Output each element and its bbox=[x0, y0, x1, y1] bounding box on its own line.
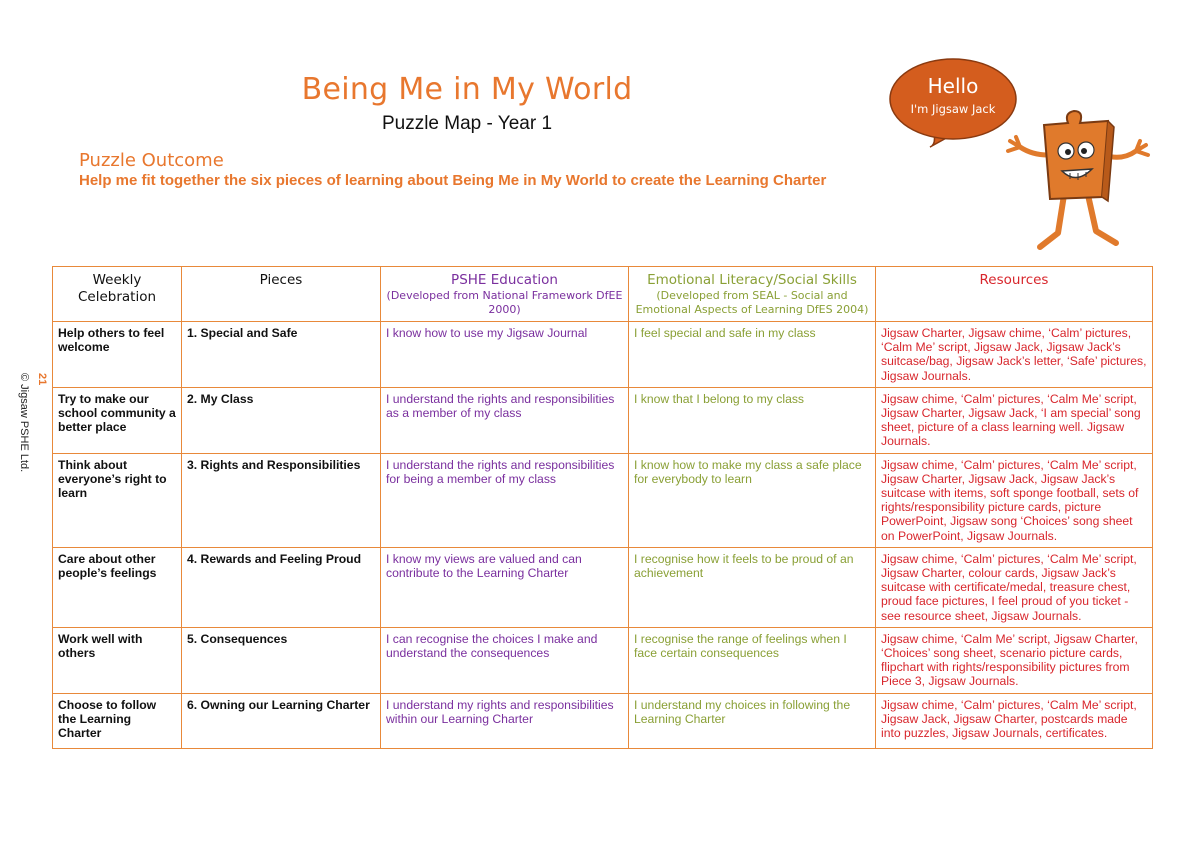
page-title: Being Me in My World bbox=[301, 72, 633, 107]
emotional-literacy-cell: I recognise the range of feelings when I face certain consequences bbox=[629, 627, 876, 693]
emotional-literacy-cell: I feel special and safe in my class bbox=[629, 322, 876, 388]
piece-cell: 3. Rights and Responsibilities bbox=[182, 453, 381, 547]
header-pshe-education bbox=[381, 267, 629, 322]
table-row bbox=[53, 693, 1153, 748]
header-pieces: Pieces bbox=[182, 267, 381, 322]
header-emotional-subtitle: (Developed from SEAL - Social and Emotional Aspects of Learning DfES 2004) bbox=[635, 289, 869, 316]
resources-cell: Jigsaw chime, ‘Calm’ pictures, ‘Calm Me’ script, Jigsaw Charter, Jigsaw Jack, ‘I am special’ song sheet, picture of a class learning well. Jigsaw Journals. bbox=[876, 387, 1153, 453]
page-subtitle: Puzzle Map - Year 1 bbox=[381, 113, 553, 134]
weekly-celebration-cell: Try to make our school community a better place bbox=[53, 387, 182, 453]
resources-cell: Jigsaw chime, ‘Calm’ pictures, ‘Calm Me’ script, Jigsaw Jack, Jigsaw Charter, postcards made into puzzles, Jigsaw Journals, certificates. bbox=[876, 693, 1153, 748]
resources-cell: Jigsaw chime, ‘Calm’ pictures, ‘Calm Me’ script, Jigsaw Charter, Jigsaw Jack, Jigsaw Jack’s suitcase with items, soft sponge football, sets of rights/responsibility picture cards, picture PowerPoint, Jigsaw song ‘Choices’ song sheet on PowerPoint, Jigsaw Journals. bbox=[876, 453, 1153, 547]
puzzle-outcome-text: Help me fit together the six pieces of learning about Being Me in My World to create the Learning Charter bbox=[79, 172, 827, 189]
table-body bbox=[53, 322, 1153, 749]
weekly-celebration-cell: Think about everyone’s right to learn bbox=[53, 453, 182, 547]
header-resources: Resources bbox=[876, 267, 1153, 322]
resources-cell: Jigsaw chime, ‘Calm’ pictures, ‘Calm Me’ script, Jigsaw Charter, colour cards, Jigsaw Jack’s suitcase with certificate/medal, treasure chest, proud face pictures, I feel proud of you ticket - see resource sheet, Jigsaw Journals. bbox=[876, 547, 1153, 627]
emotional-literacy-cell: I know how to make my class a safe place for everybody to learn bbox=[629, 453, 876, 547]
emotional-literacy-cell: I know that I belong to my class bbox=[629, 387, 876, 453]
piece-cell: 1. Special and Safe bbox=[182, 322, 381, 388]
piece-cell: 5. Consequences bbox=[182, 627, 381, 693]
header-pshe-subtitle: (Developed from National Framework DfEE 2000) bbox=[386, 289, 623, 316]
table-header-row bbox=[53, 267, 1153, 322]
emotional-literacy-cell: I recognise how it feels to be proud of an achievement bbox=[629, 547, 876, 627]
weekly-celebration-cell: Help others to feel welcome bbox=[53, 322, 182, 388]
pshe-cell: I understand my rights and responsibilities within our Learning Charter bbox=[381, 693, 629, 748]
weekly-celebration-cell: Work well with others bbox=[53, 627, 182, 693]
mascot-name-text: I'm Jigsaw Jack bbox=[910, 102, 996, 116]
pshe-cell: I know how to use my Jigsaw Journal bbox=[381, 322, 629, 388]
side-note bbox=[4, 373, 48, 483]
mascot-hello-text: Hello bbox=[927, 74, 979, 98]
page-number: 21 bbox=[36, 373, 48, 386]
pshe-cell: I can recognise the choices I make and understand the consequences bbox=[381, 627, 629, 693]
emotional-literacy-cell: I understand my choices in following the Learning Charter bbox=[629, 693, 876, 748]
header-weekly-celebration: Weekly Celebration bbox=[53, 267, 182, 322]
table-row bbox=[53, 453, 1153, 547]
table-row bbox=[53, 387, 1153, 453]
table-row bbox=[53, 547, 1153, 627]
piece-cell: 4. Rewards and Feeling Proud bbox=[182, 547, 381, 627]
puzzle-map-table bbox=[52, 266, 1153, 749]
copyright-note: © Jigsaw PSHE Ltd. bbox=[18, 373, 30, 473]
resources-cell: Jigsaw chime, ‘Calm Me’ script, Jigsaw Charter, ‘Choices’ song sheet, scenario picture cards, flipchart with rights/responsibility pictures from Piece 3, Jigsaw Journals. bbox=[876, 627, 1153, 693]
table-row bbox=[53, 627, 1153, 693]
weekly-celebration-cell: Care about other people’s feelings bbox=[53, 547, 182, 627]
piece-cell: 6. Owning our Learning Charter bbox=[182, 693, 381, 748]
resources-cell: Jigsaw Charter, Jigsaw chime, ‘Calm’ pictures, ‘Calm Me’ script, Jigsaw Jack, Jigsaw Jack’s suitcase/bag, Jigsaw Jack’s letter, ‘Safe’ pictures, Jigsaw Journals. bbox=[876, 322, 1153, 388]
pshe-cell: I understand the rights and responsibilities as a member of my class bbox=[381, 387, 629, 453]
puzzle-outcome-heading: Puzzle Outcome bbox=[79, 150, 224, 171]
piece-cell: 2. My Class bbox=[182, 387, 381, 453]
weekly-celebration-cell: Choose to follow the Learning Charter bbox=[53, 693, 182, 748]
pshe-cell: I know my views are valued and can contribute to the Learning Charter bbox=[381, 547, 629, 627]
header-emotional-title: Emotional Literacy/Social Skills bbox=[647, 272, 857, 288]
header-emotional-literacy bbox=[629, 267, 876, 322]
pshe-cell: I understand the rights and responsibilities for being a member of my class bbox=[381, 453, 629, 547]
header-pshe-title: PSHE Education bbox=[451, 272, 558, 288]
jigsaw-jack-mascot bbox=[882, 55, 1157, 260]
table-row bbox=[53, 322, 1153, 388]
